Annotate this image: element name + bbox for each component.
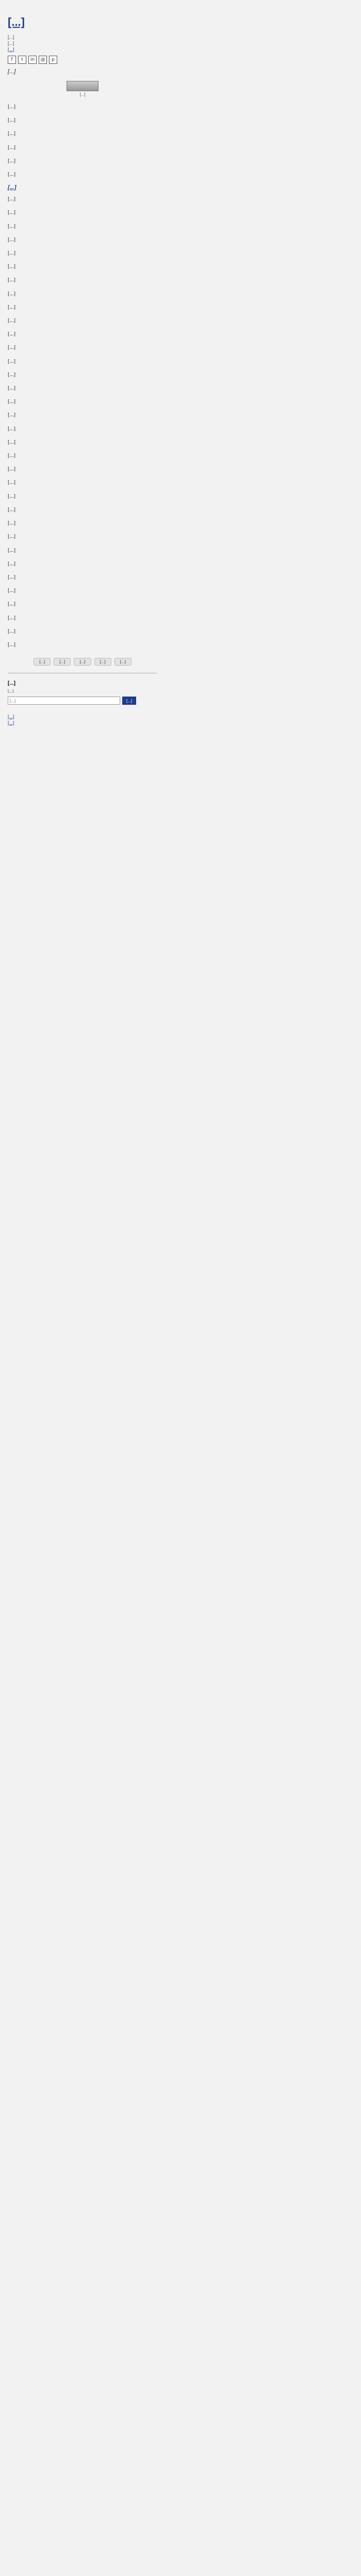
newsletter-text: [...] <box>8 689 14 694</box>
paragraph: [...] <box>8 561 16 567</box>
terms-link[interactable]: [...] <box>8 720 14 726</box>
paragraph: [...] <box>8 196 16 202</box>
paragraph: [...] <box>8 493 16 499</box>
paragraph: [...] <box>8 371 16 378</box>
tag[interactable]: [...] <box>34 658 51 666</box>
newsletter-box <box>8 681 157 705</box>
tag[interactable]: [...] <box>54 658 71 666</box>
paragraph: [...] <box>8 534 16 540</box>
article-title[interactable]: [...] <box>8 15 25 28</box>
paragraph: [...] <box>8 158 16 164</box>
paragraph: [...] <box>8 304 16 310</box>
facebook-icon[interactable]: f <box>8 56 16 64</box>
newsletter-title: [...] <box>8 681 15 687</box>
share-row <box>8 56 157 64</box>
paragraph: [...] <box>8 358 16 364</box>
paragraph: [...] <box>8 104 16 110</box>
paragraph: [...] <box>8 250 16 257</box>
section-subhead[interactable]: [...] <box>8 184 17 191</box>
paragraph: [...] <box>8 466 16 472</box>
paragraph: [...] <box>8 223 16 229</box>
privacy-policy-link[interactable]: [...] <box>8 714 14 720</box>
paragraph: [...] <box>8 480 16 486</box>
paragraph: [...] <box>8 144 16 150</box>
photo-caption: [...] <box>79 92 86 97</box>
paragraph: [...] <box>8 426 16 432</box>
paragraph: [...] <box>8 453 16 459</box>
tag[interactable]: [...] <box>74 658 91 666</box>
article-body <box>8 104 157 649</box>
paragraph: [...] <box>8 615 16 621</box>
paragraph: [...] <box>8 547 16 553</box>
paragraph: [...] <box>8 439 16 445</box>
paragraph: [...] <box>8 117 16 124</box>
paragraph: [...] <box>8 210 16 216</box>
paragraph: [...] <box>8 574 16 580</box>
article-photo <box>67 81 99 91</box>
paragraph: [...] <box>8 264 16 270</box>
twitter-icon[interactable]: t <box>18 56 26 64</box>
linkedin-icon[interactable]: in <box>28 56 37 64</box>
article-column <box>8 15 157 726</box>
paragraph: [...] <box>8 412 16 418</box>
paragraph: [...] <box>8 399 16 405</box>
tag[interactable]: [...] <box>94 658 111 666</box>
paragraph: [...] <box>8 131 16 137</box>
print-icon[interactable]: p <box>49 56 57 64</box>
paragraph: [...] <box>8 236 16 243</box>
footer <box>8 714 157 725</box>
article-dek: [...] <box>8 69 16 75</box>
tag[interactable]: [...] <box>114 658 132 666</box>
paragraph: [...] <box>8 331 16 337</box>
paragraph: [...] <box>8 277 16 283</box>
paragraph: [...] <box>8 385 16 392</box>
author-name: [...] <box>8 35 14 40</box>
paragraph: [...] <box>8 628 16 634</box>
email-icon[interactable]: @ <box>39 56 47 64</box>
paragraph: [...] <box>8 345 16 351</box>
publication-link[interactable]: [...] <box>8 47 14 52</box>
paragraph: [...] <box>8 601 16 607</box>
email-input[interactable] <box>8 697 120 705</box>
paragraph: [...] <box>8 291 16 297</box>
paragraph: [...] <box>8 588 16 594</box>
paragraph: [...] <box>8 520 16 527</box>
subscribe-button[interactable]: [...] <box>122 697 136 705</box>
article-figure <box>8 81 157 97</box>
tag-list <box>8 658 157 666</box>
paragraph: [...] <box>8 318 16 324</box>
paragraph: [...] <box>8 641 16 648</box>
paragraph: [...] <box>8 506 16 513</box>
publish-date: [...] <box>8 41 14 46</box>
paragraph: [...] <box>8 172 16 178</box>
article-meta <box>8 34 157 53</box>
newsletter-form <box>8 697 157 705</box>
